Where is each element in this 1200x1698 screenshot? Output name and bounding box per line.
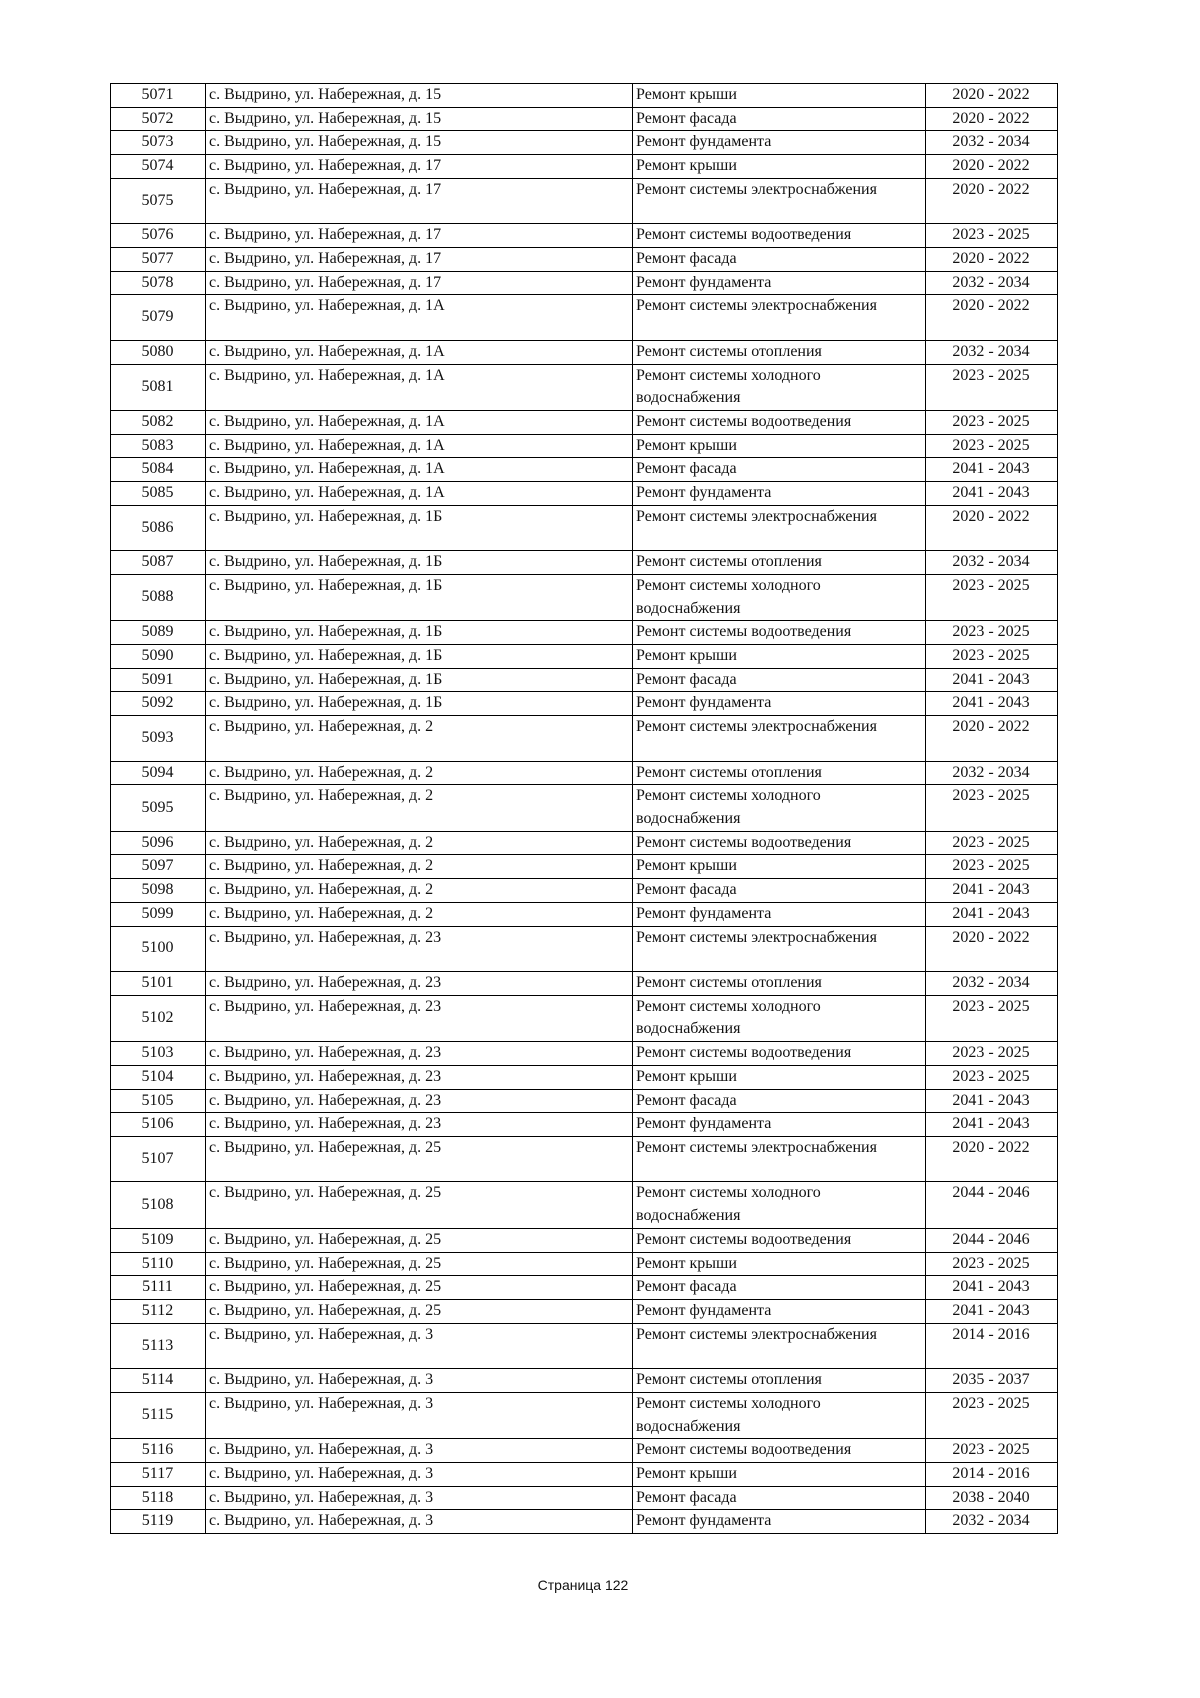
row-number-cell: 5105 — [111, 1089, 206, 1113]
table-row — [111, 855, 1058, 879]
address-cell: с. Выдрино, ул. Набережная, д. 1Б — [206, 621, 633, 645]
row-number-cell: 5109 — [111, 1228, 206, 1252]
period-cell: 2023 - 2025 — [926, 1065, 1058, 1089]
address-cell: с. Выдрино, ул. Набережная, д. 25 — [206, 1252, 633, 1276]
period-cell: 2041 - 2043 — [926, 879, 1058, 903]
row-number-cell: 5090 — [111, 645, 206, 669]
work-type-cell: Ремонт системы водоотведения — [633, 1042, 926, 1066]
work-type-cell: Ремонт фундамента — [633, 692, 926, 716]
period-cell: 2023 - 2025 — [926, 224, 1058, 248]
row-number-cell: 5102 — [111, 995, 206, 1041]
work-type-cell: Ремонт системы холодного водоснабжения — [633, 785, 926, 831]
table-body — [111, 84, 1058, 1534]
row-number-cell: 5086 — [111, 505, 206, 550]
row-number-cell: 5085 — [111, 482, 206, 506]
address-cell: с. Выдрино, ул. Набережная, д. 15 — [206, 84, 633, 108]
table-row — [111, 668, 1058, 692]
row-number-cell: 5098 — [111, 879, 206, 903]
table-row — [111, 364, 1058, 410]
period-cell: 2023 - 2025 — [926, 364, 1058, 410]
work-type-cell: Ремонт фасада — [633, 1276, 926, 1300]
table-row — [111, 1252, 1058, 1276]
address-cell: с. Выдрино, ул. Набережная, д. 3 — [206, 1369, 633, 1393]
address-cell: с. Выдрино, ул. Набережная, д. 1А — [206, 410, 633, 434]
address-cell: с. Выдрино, ул. Набережная, д. 1А — [206, 458, 633, 482]
work-type-cell: Ремонт фундамента — [633, 1113, 926, 1137]
address-cell: с. Выдрино, ул. Набережная, д. 3 — [206, 1392, 633, 1438]
work-type-cell: Ремонт крыши — [633, 84, 926, 108]
work-type-cell: Ремонт крыши — [633, 1065, 926, 1089]
period-cell: 2023 - 2025 — [926, 1252, 1058, 1276]
row-number-cell: 5114 — [111, 1369, 206, 1393]
address-cell: с. Выдрино, ул. Набережная, д. 25 — [206, 1299, 633, 1323]
address-cell: с. Выдрино, ул. Набережная, д. 1Б — [206, 551, 633, 575]
row-number-cell: 5104 — [111, 1065, 206, 1089]
address-cell: с. Выдрино, ул. Набережная, д. 23 — [206, 926, 633, 971]
period-cell: 2041 - 2043 — [926, 458, 1058, 482]
table-row — [111, 84, 1058, 108]
work-type-cell: Ремонт фундамента — [633, 1299, 926, 1323]
work-type-cell: Ремонт фундамента — [633, 902, 926, 926]
table-row — [111, 247, 1058, 271]
address-cell: с. Выдрино, ул. Набережная, д. 17 — [206, 155, 633, 179]
period-cell: 2023 - 2025 — [926, 1042, 1058, 1066]
work-type-cell: Ремонт фундамента — [633, 482, 926, 506]
address-cell: с. Выдрино, ул. Набережная, д. 1Б — [206, 574, 633, 620]
table-row — [111, 785, 1058, 831]
period-cell: 2020 - 2022 — [926, 155, 1058, 179]
period-cell: 2041 - 2043 — [926, 1299, 1058, 1323]
period-cell: 2032 - 2034 — [926, 340, 1058, 364]
table-row — [111, 831, 1058, 855]
address-cell: с. Выдрино, ул. Набережная, д. 23 — [206, 972, 633, 996]
address-cell: с. Выдрино, ул. Набережная, д. 1Б — [206, 668, 633, 692]
table-row — [111, 972, 1058, 996]
row-number-cell: 5119 — [111, 1510, 206, 1534]
work-type-cell: Ремонт системы холодного водоснабжения — [633, 995, 926, 1041]
address-cell: с. Выдрино, ул. Набережная, д. 2 — [206, 902, 633, 926]
work-type-cell: Ремонт системы электроснабжения — [633, 1136, 926, 1181]
row-number-cell: 5076 — [111, 224, 206, 248]
period-cell: 2023 - 2025 — [926, 1392, 1058, 1438]
row-number-cell: 5071 — [111, 84, 206, 108]
row-number-cell: 5106 — [111, 1113, 206, 1137]
period-cell: 2041 - 2043 — [926, 1113, 1058, 1137]
table-row — [111, 621, 1058, 645]
period-cell: 2041 - 2043 — [926, 692, 1058, 716]
row-number-cell: 5087 — [111, 551, 206, 575]
address-cell: с. Выдрино, ул. Набережная, д. 3 — [206, 1510, 633, 1534]
table-row — [111, 224, 1058, 248]
table-row — [111, 410, 1058, 434]
row-number-cell: 5078 — [111, 271, 206, 295]
table-row — [111, 902, 1058, 926]
work-type-cell: Ремонт системы холодного водоснабжения — [633, 1182, 926, 1228]
work-type-cell: Ремонт фундамента — [633, 271, 926, 295]
work-type-cell: Ремонт системы отопления — [633, 972, 926, 996]
work-type-cell: Ремонт системы электроснабжения — [633, 926, 926, 971]
table-row — [111, 926, 1058, 971]
work-type-cell: Ремонт системы холодного водоснабжения — [633, 574, 926, 620]
work-type-cell: Ремонт системы холодного водоснабжения — [633, 364, 926, 410]
table-row — [111, 1369, 1058, 1393]
table-row — [111, 551, 1058, 575]
table-row — [111, 1182, 1058, 1228]
address-cell: с. Выдрино, ул. Набережная, д. 15 — [206, 131, 633, 155]
row-number-cell: 5074 — [111, 155, 206, 179]
work-type-cell: Ремонт крыши — [633, 434, 926, 458]
table-row — [111, 340, 1058, 364]
table-row — [111, 434, 1058, 458]
address-cell: с. Выдрино, ул. Набережная, д. 25 — [206, 1136, 633, 1181]
period-cell: 2020 - 2022 — [926, 1136, 1058, 1181]
period-cell: 2020 - 2022 — [926, 84, 1058, 108]
row-number-cell: 5112 — [111, 1299, 206, 1323]
table-row — [111, 1486, 1058, 1510]
work-type-cell: Ремонт системы отопления — [633, 551, 926, 575]
table-row — [111, 716, 1058, 761]
address-cell: с. Выдрино, ул. Набережная, д. 17 — [206, 224, 633, 248]
work-type-cell: Ремонт крыши — [633, 155, 926, 179]
work-type-cell: Ремонт системы отопления — [633, 340, 926, 364]
period-cell: 2020 - 2022 — [926, 107, 1058, 131]
period-cell: 2023 - 2025 — [926, 410, 1058, 434]
work-type-cell: Ремонт крыши — [633, 1462, 926, 1486]
row-number-cell: 5092 — [111, 692, 206, 716]
work-type-cell: Ремонт системы электроснабжения — [633, 1323, 926, 1368]
row-number-cell: 5103 — [111, 1042, 206, 1066]
work-type-cell: Ремонт фасада — [633, 879, 926, 903]
address-cell: с. Выдрино, ул. Набережная, д. 3 — [206, 1462, 633, 1486]
row-number-cell: 5100 — [111, 926, 206, 971]
period-cell: 2020 - 2022 — [926, 716, 1058, 761]
work-type-cell: Ремонт системы водоотведения — [633, 224, 926, 248]
address-cell: с. Выдрино, ул. Набережная, д. 1Б — [206, 645, 633, 669]
address-cell: с. Выдрино, ул. Набережная, д. 1А — [206, 482, 633, 506]
row-number-cell: 5075 — [111, 178, 206, 223]
table-row — [111, 505, 1058, 550]
table-row — [111, 1042, 1058, 1066]
row-number-cell: 5101 — [111, 972, 206, 996]
period-cell: 2023 - 2025 — [926, 434, 1058, 458]
work-type-cell: Ремонт фасада — [633, 1089, 926, 1113]
period-cell: 2023 - 2025 — [926, 785, 1058, 831]
period-cell: 2020 - 2022 — [926, 295, 1058, 340]
period-cell: 2023 - 2025 — [926, 645, 1058, 669]
address-cell: с. Выдрино, ул. Набережная, д. 1А — [206, 434, 633, 458]
period-cell: 2041 - 2043 — [926, 668, 1058, 692]
period-cell: 2041 - 2043 — [926, 1276, 1058, 1300]
work-type-cell: Ремонт системы электроснабжения — [633, 716, 926, 761]
work-type-cell: Ремонт фундамента — [633, 131, 926, 155]
work-type-cell: Ремонт фундамента — [633, 1510, 926, 1534]
table-row — [111, 995, 1058, 1041]
row-number-cell: 5088 — [111, 574, 206, 620]
table-row — [111, 1462, 1058, 1486]
table-row — [111, 1065, 1058, 1089]
address-cell: с. Выдрино, ул. Набережная, д. 1А — [206, 340, 633, 364]
address-cell: с. Выдрино, ул. Набережная, д. 25 — [206, 1182, 633, 1228]
address-cell: с. Выдрино, ул. Набережная, д. 23 — [206, 1089, 633, 1113]
address-cell: с. Выдрино, ул. Набережная, д. 2 — [206, 761, 633, 785]
table-row — [111, 155, 1058, 179]
row-number-cell: 5084 — [111, 458, 206, 482]
table-row — [111, 1089, 1058, 1113]
work-type-cell: Ремонт системы водоотведения — [633, 1439, 926, 1463]
period-cell: 2014 - 2016 — [926, 1462, 1058, 1486]
work-type-cell: Ремонт крыши — [633, 1252, 926, 1276]
row-number-cell: 5077 — [111, 247, 206, 271]
period-cell: 2032 - 2034 — [926, 271, 1058, 295]
work-type-cell: Ремонт фасада — [633, 458, 926, 482]
address-cell: с. Выдрино, ул. Набережная, д. 17 — [206, 178, 633, 223]
period-cell: 2032 - 2034 — [926, 131, 1058, 155]
work-type-cell: Ремонт системы водоотведения — [633, 831, 926, 855]
row-number-cell: 5094 — [111, 761, 206, 785]
address-cell: с. Выдрино, ул. Набережная, д. 23 — [206, 995, 633, 1041]
address-cell: с. Выдрино, ул. Набережная, д. 23 — [206, 1065, 633, 1089]
table-row — [111, 1510, 1058, 1534]
row-number-cell: 5091 — [111, 668, 206, 692]
address-cell: с. Выдрино, ул. Набережная, д. 17 — [206, 271, 633, 295]
work-type-cell: Ремонт системы электроснабжения — [633, 178, 926, 223]
page-number: Страница 122 — [537, 1577, 629, 1593]
period-cell: 2023 - 2025 — [926, 574, 1058, 620]
row-number-cell: 5089 — [111, 621, 206, 645]
work-type-cell: Ремонт фасада — [633, 1486, 926, 1510]
period-cell: 2020 - 2022 — [926, 505, 1058, 550]
address-cell: с. Выдрино, ул. Набережная, д. 25 — [206, 1276, 633, 1300]
row-number-cell: 5072 — [111, 107, 206, 131]
table-row — [111, 1136, 1058, 1181]
address-cell: с. Выдрино, ул. Набережная, д. 17 — [206, 247, 633, 271]
repair-schedule-sheet — [110, 83, 1057, 1534]
table-row — [111, 482, 1058, 506]
row-number-cell: 5108 — [111, 1182, 206, 1228]
table-row — [111, 1299, 1058, 1323]
address-cell: с. Выдрино, ул. Набережная, д. 2 — [206, 785, 633, 831]
table-row — [111, 574, 1058, 620]
table-row — [111, 1392, 1058, 1438]
work-type-cell: Ремонт крыши — [633, 855, 926, 879]
row-number-cell: 5107 — [111, 1136, 206, 1181]
address-cell: с. Выдрино, ул. Набережная, д. 1Б — [206, 505, 633, 550]
row-number-cell: 5110 — [111, 1252, 206, 1276]
period-cell: 2032 - 2034 — [926, 551, 1058, 575]
period-cell: 2032 - 2034 — [926, 761, 1058, 785]
work-type-cell: Ремонт системы электроснабжения — [633, 295, 926, 340]
work-type-cell: Ремонт системы водоотведения — [633, 1228, 926, 1252]
period-cell: 2041 - 2043 — [926, 482, 1058, 506]
work-type-cell: Ремонт системы холодного водоснабжения — [633, 1392, 926, 1438]
work-type-cell: Ремонт фасада — [633, 107, 926, 131]
address-cell: с. Выдрино, ул. Набережная, д. 15 — [206, 107, 633, 131]
address-cell: с. Выдрино, ул. Набережная, д. 3 — [206, 1486, 633, 1510]
table-row — [111, 107, 1058, 131]
address-cell: с. Выдрино, ул. Набережная, д. 1Б — [206, 692, 633, 716]
table-row — [111, 1276, 1058, 1300]
table-row — [111, 1113, 1058, 1137]
work-type-cell: Ремонт системы водоотведения — [633, 410, 926, 434]
row-number-cell: 5099 — [111, 902, 206, 926]
work-type-cell: Ремонт системы электроснабжения — [633, 505, 926, 550]
period-cell: 2023 - 2025 — [926, 621, 1058, 645]
table-row — [111, 271, 1058, 295]
table-row — [111, 1323, 1058, 1368]
row-number-cell: 5095 — [111, 785, 206, 831]
work-type-cell: Ремонт системы водоотведения — [633, 621, 926, 645]
period-cell: 2014 - 2016 — [926, 1323, 1058, 1368]
period-cell: 2020 - 2022 — [926, 926, 1058, 971]
work-type-cell: Ремонт фасада — [633, 247, 926, 271]
work-type-cell: Ремонт системы отопления — [633, 761, 926, 785]
work-type-cell: Ремонт системы отопления — [633, 1369, 926, 1393]
address-cell: с. Выдрино, ул. Набережная, д. 2 — [206, 855, 633, 879]
period-cell: 2041 - 2043 — [926, 902, 1058, 926]
row-number-cell: 5118 — [111, 1486, 206, 1510]
table-row — [111, 458, 1058, 482]
row-number-cell: 5081 — [111, 364, 206, 410]
address-cell: с. Выдрино, ул. Набережная, д. 2 — [206, 879, 633, 903]
address-cell: с. Выдрино, ул. Набережная, д. 25 — [206, 1228, 633, 1252]
row-number-cell: 5073 — [111, 131, 206, 155]
table-row — [111, 879, 1058, 903]
row-number-cell: 5111 — [111, 1276, 206, 1300]
address-cell: с. Выдрино, ул. Набережная, д. 23 — [206, 1042, 633, 1066]
row-number-cell: 5097 — [111, 855, 206, 879]
period-cell: 2041 - 2043 — [926, 1089, 1058, 1113]
period-cell: 2044 - 2046 — [926, 1182, 1058, 1228]
address-cell: с. Выдрино, ул. Набережная, д. 1А — [206, 364, 633, 410]
row-number-cell: 5082 — [111, 410, 206, 434]
period-cell: 2023 - 2025 — [926, 831, 1058, 855]
period-cell: 2023 - 2025 — [926, 855, 1058, 879]
period-cell: 2023 - 2025 — [926, 1439, 1058, 1463]
row-number-cell: 5083 — [111, 434, 206, 458]
address-cell: с. Выдрино, ул. Набережная, д. 3 — [206, 1439, 633, 1463]
repair-schedule-table — [110, 83, 1058, 1534]
table-row — [111, 1228, 1058, 1252]
period-cell: 2035 - 2037 — [926, 1369, 1058, 1393]
period-cell: 2023 - 2025 — [926, 995, 1058, 1041]
period-cell: 2044 - 2046 — [926, 1228, 1058, 1252]
work-type-cell: Ремонт крыши — [633, 645, 926, 669]
table-row — [111, 295, 1058, 340]
period-cell: 2038 - 2040 — [926, 1486, 1058, 1510]
period-cell: 2032 - 2034 — [926, 972, 1058, 996]
address-cell: с. Выдрино, ул. Набережная, д. 2 — [206, 716, 633, 761]
row-number-cell: 5096 — [111, 831, 206, 855]
table-row — [111, 645, 1058, 669]
row-number-cell: 5093 — [111, 716, 206, 761]
table-row — [111, 692, 1058, 716]
period-cell: 2032 - 2034 — [926, 1510, 1058, 1534]
row-number-cell: 5079 — [111, 295, 206, 340]
row-number-cell: 5113 — [111, 1323, 206, 1368]
row-number-cell: 5117 — [111, 1462, 206, 1486]
row-number-cell: 5116 — [111, 1439, 206, 1463]
table-row — [111, 1439, 1058, 1463]
address-cell: с. Выдрино, ул. Набережная, д. 1А — [206, 295, 633, 340]
address-cell: с. Выдрино, ул. Набережная, д. 3 — [206, 1323, 633, 1368]
row-number-cell: 5080 — [111, 340, 206, 364]
period-cell: 2020 - 2022 — [926, 247, 1058, 271]
address-cell: с. Выдрино, ул. Набережная, д. 2 — [206, 831, 633, 855]
table-row — [111, 178, 1058, 223]
row-number-cell: 5115 — [111, 1392, 206, 1438]
work-type-cell: Ремонт фасада — [633, 668, 926, 692]
address-cell: с. Выдрино, ул. Набережная, д. 23 — [206, 1113, 633, 1137]
table-row — [111, 761, 1058, 785]
period-cell: 2020 - 2022 — [926, 178, 1058, 223]
table-row — [111, 131, 1058, 155]
